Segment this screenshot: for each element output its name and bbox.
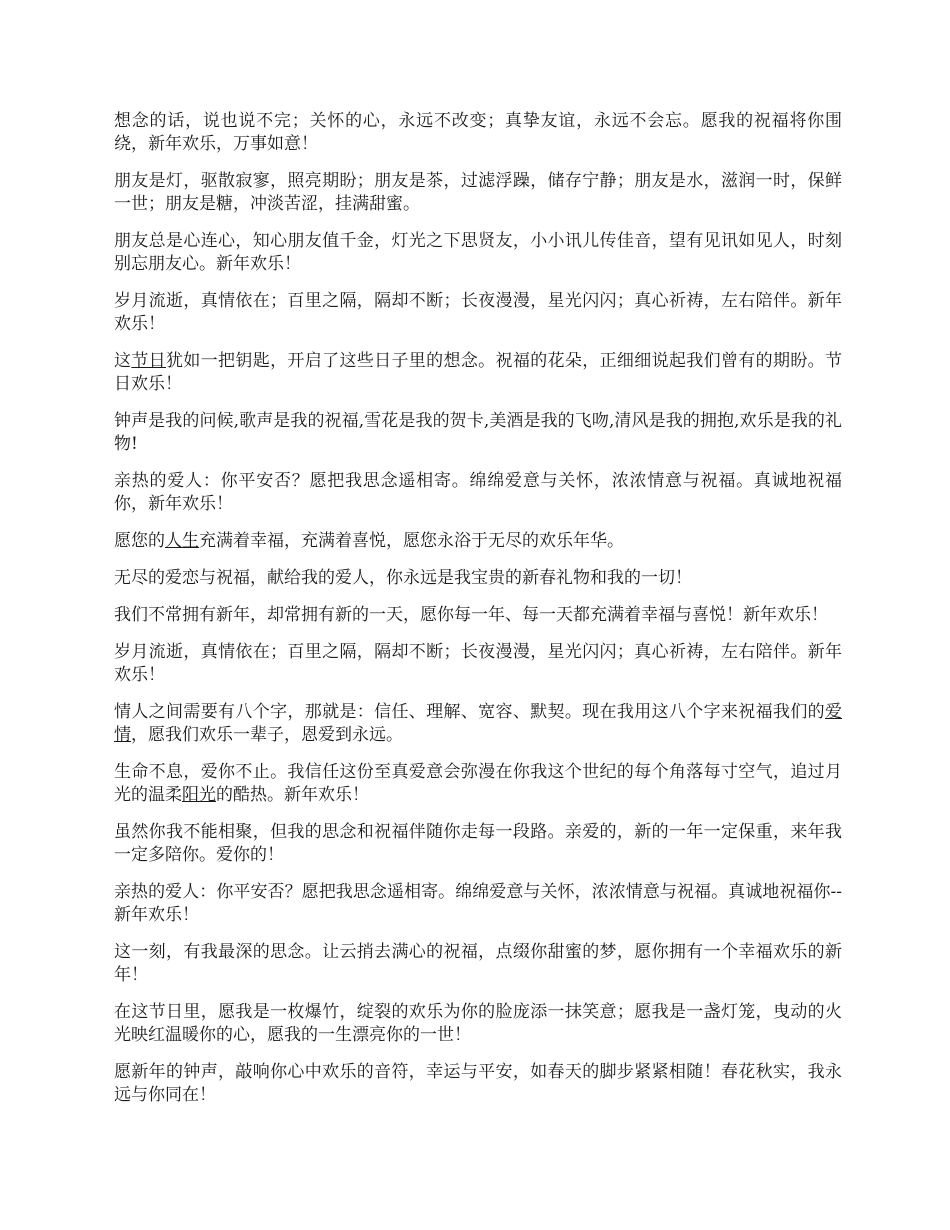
- paragraph: [114, 170, 842, 216]
- paragraph-text: 这: [114, 351, 132, 371]
- paragraph: [114, 230, 842, 276]
- paragraph: [114, 567, 842, 590]
- paragraph-text: 朋友是灯，驱散寂寥，照亮期盼；朋友是茶，过滤浮躁，储存宁静；朋友是水，滋润一时，保鲜一世；朋友是糖，冲淡苦涩，挂满甜蜜。: [114, 171, 842, 214]
- paragraph: [114, 881, 842, 927]
- paragraph-text: 岁月流逝，真情依在；百里之隔，隔却不断；长夜漫漫，星光闪闪；真心祈祷，左右陪伴。新年欢乐！: [114, 642, 842, 685]
- inline-link[interactable]: 节日: [131, 351, 167, 371]
- paragraph-text: 生命不息，爱你不止。我信任这份至真爱意会弥漫在你我这个世纪的每个角落每寸空气，追过月光的温柔: [114, 762, 842, 805]
- paragraph-text: 情人之间需要有八个字，那就是：信任、理解、宽容、默契。现在我用这八个字来祝福我们的: [114, 702, 825, 722]
- paragraph: [114, 530, 842, 553]
- paragraph-text: 充满着幸福，充满着喜悦，愿您永浴于无尽的欢乐年华。: [199, 531, 624, 551]
- paragraph: [114, 1001, 842, 1047]
- paragraph: [114, 470, 842, 516]
- paragraph: [114, 604, 842, 627]
- paragraph: [114, 761, 842, 807]
- inline-link[interactable]: 阳光: [182, 785, 216, 805]
- paragraph: [114, 641, 842, 687]
- document-page: [114, 110, 842, 1121]
- paragraph-text: 亲热的爱人：你平安否？愿把我思念遥相寄。绵绵爱意与关怀，浓浓情意与祝福。真诚地祝福你--新年欢乐！: [114, 882, 842, 925]
- paragraph-text: 我们不常拥有新年，却常拥有新的一天，愿你每一年、每一天都充满着幸福与喜悦！新年欢乐！: [114, 605, 828, 625]
- paragraph-text: 在这节日里，愿我是一枚爆竹，绽裂的欢乐为你的脸庞添一抹笑意；愿我是一盏灯笼，曳动的火光映红温暖你的心，愿我的一生漂亮你的一世！: [114, 1002, 842, 1045]
- paragraph-text: 钟声是我的问候,歌声是我的祝福,雪花是我的贺卡,美酒是我的飞吻,清风是我的拥抱,欢乐是我的礼物!: [114, 411, 842, 454]
- paragraph-text: 虽然你我不能相聚，但我的思念和祝福伴随你走每一段路。亲爱的，新的一年一定保重，来年我一定多陪你。爱你的！: [114, 822, 842, 865]
- paragraph-text: 朋友总是心连心，知心朋友值千金，灯光之下思贤友，小小讯儿传佳音，望有见讯如见人，时刻别忘朋友心。新年欢乐！: [114, 231, 842, 274]
- paragraph-text: 的酷热。新年欢乐！: [216, 785, 369, 805]
- paragraph-text: 犹如一把钥匙，开启了这些日子里的想念。祝福的花朵，正细细说起我们曾有的期盼。节日欢乐！: [114, 351, 843, 394]
- paragraph-text: 愿新年的钟声，敲响你心中欢乐的音符，幸运与平安，如春天的脚步紧紧相随！春花秋实，我永远与你同在！: [114, 1062, 842, 1105]
- paragraph-text: 这一刻，有我最深的思念。让云捎去满心的祝福，点缀你甜蜜的梦，愿你拥有一个幸福欢乐的新年！: [114, 942, 842, 985]
- inline-link[interactable]: 人生: [165, 531, 199, 551]
- paragraph-text: 岁月流逝，真情依在；百里之隔，隔却不断；长夜漫漫，星光闪闪；真心祈祷，左右陪伴。新年欢乐！: [114, 291, 842, 334]
- paragraph: [114, 410, 842, 456]
- paragraph: [114, 821, 842, 867]
- paragraph-text: 想念的话，说也说不完；关怀的心，永远不改变；真挚友谊，永远不会忘。愿我的祝福将你围绕，新年欢乐，万事如意！: [114, 111, 842, 154]
- paragraph-text: 愿您的: [114, 531, 165, 551]
- paragraph: [114, 110, 842, 156]
- paragraph: [114, 701, 842, 747]
- paragraph: [114, 1061, 842, 1107]
- paragraph-text: 亲热的爱人：你平安否？愿把我思念遥相寄。绵绵爱意与关怀，浓浓情意与祝福。真诚地祝福你，新年欢乐！: [114, 471, 842, 514]
- paragraph-text: 无尽的爱恋与祝福，献给我的爱人，你永远是我宝贵的新春礼物和我的一切！: [114, 568, 692, 588]
- paragraph: [114, 350, 842, 396]
- paragraph-text: ，愿我们欢乐一辈子，恩爱到永远。: [131, 725, 403, 745]
- paragraph: [114, 290, 842, 336]
- paragraph: [114, 941, 842, 987]
- inline-link[interactable]: 爱情: [114, 702, 842, 745]
